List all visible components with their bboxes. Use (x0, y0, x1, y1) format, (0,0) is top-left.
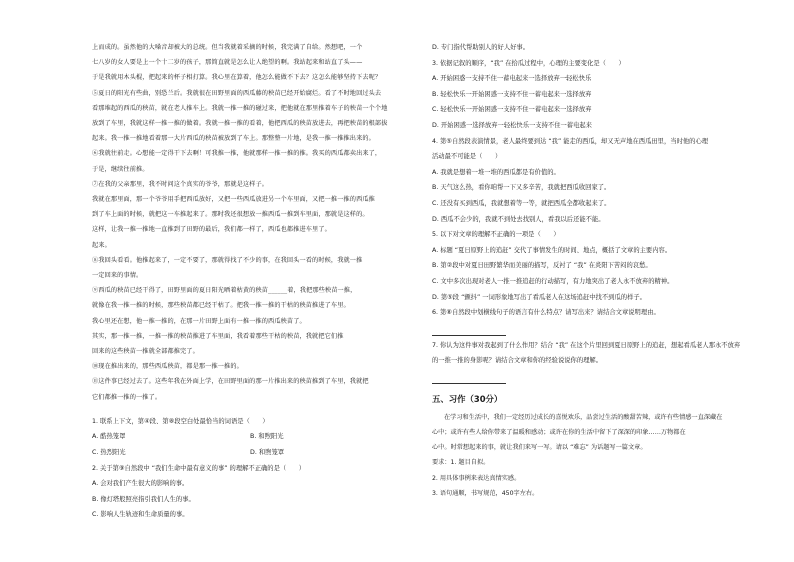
answer-blank-line[interactable] (432, 369, 506, 384)
spacer (92, 405, 408, 414)
question-line: 4. 第⑤自然段表演情景，老人最终要到达 “我” 能走的西瓜，却又无声地在西瓜田里，当时他的心理 (432, 137, 709, 145)
passage-line: 看那堆起的西瓜的秧苗，就在老人推车上。我就一推一推的碰过来，把他就在那里推着车子的秧苗一个个地 (92, 104, 388, 112)
option-row (92, 429, 408, 445)
answer-option[interactable]: C. 影响人生轨迹和生命质量的事。 (92, 511, 189, 519)
option-row (92, 492, 408, 508)
answer-option[interactable]: D. 和煦笼罩 (250, 449, 285, 457)
left-column (92, 40, 408, 523)
passage-line: 这样，让我一推一推地一直推到了田野的最后，我们都一样了，西瓜也都推进车里了。 (92, 226, 331, 234)
requirement-item: 3. 语句通顺，书写规范，450字左右。 (432, 489, 539, 497)
passage-line: 放到了车里，我就这样一推一推的做着。我就一推一推的看着，他把西瓜的秧苗放进去，再把秧苗的根部拔 (92, 120, 388, 128)
question-7-line: 7. 你认为这件事对我起到了什么作用？结合 “我” 在这个片里回到夏日原野上的追赶，想起看瓜老人那永不放弃 (432, 341, 741, 349)
question-line: C. 文中多次出现对老人一推一推追赶的行动描写，有力地突出了老人永不放弃的精神。 (432, 277, 674, 285)
question-line: D. 第⑤段 “颤抖” 一词形象地写出了看瓜老人在这场追赶中找不到瓜的样子。 (432, 293, 646, 301)
passage-line: 回来的这些秧苗一推就全部都推完了。 (92, 348, 199, 356)
passage-line: ⑥我就往前走。心想能一定得干下去啊！可我推一推，他就那样一推一推的推。我买的西瓜都卖出来了， (92, 150, 382, 158)
writing-prompt-line: 在学习和生活中，我们一定经历过成长的喜悦欢乐，品尝过生活的酸甜苦辣，或许有些情感一直深藏在 (444, 413, 723, 421)
answer-blank-line[interactable] (432, 321, 506, 336)
passage-line: 起来。我一推一推地看着那一大片西瓜的秧苗被放到了车上。那整整一片地，是我一推一推推出来的。 (92, 135, 375, 143)
question-line: D. 专门指代帮助别人的好人好事。 (432, 44, 530, 51)
passage-line: 我就在那里面，那一个爷爷用手把西瓜放好，又把一些西瓜放进另一个车里面，又把一推一推的西瓜推 (92, 196, 375, 204)
questions-left (92, 414, 408, 523)
writing-prompt-line: 心中；或许有些人给你带来了温暖和感动；或许在你的生活中留下了深深的印象……万物都在 (432, 429, 686, 437)
questions-right (432, 40, 750, 321)
right-column (432, 40, 750, 501)
question-line: 5. 以下对文章的理解不正确的一项是（ ） (432, 231, 560, 239)
answer-option[interactable]: A. 酷热笼罩 (92, 433, 126, 441)
passage-line: 其实，那一推一推，一推一推的秧苗推进了车里面，我看着那些干枯的秧苗，我就把它们推 (92, 332, 344, 340)
passage-line: ⑤夏日的阳光有些曲，别恐兰后。我就很在田野里面的西瓜藤的秧苗已经开始腐烂。看了不时地回过头去 (92, 89, 382, 97)
option-row (92, 476, 408, 492)
question-line: C. 轻松快乐一开始困惑一支持不住一蓄电起来一选择放弃 (432, 106, 592, 114)
passage-line: ⑩现在推出来的，那些西瓜秧苗，都是那一推一推的。 (92, 363, 243, 371)
question-line: A. 标题 “夏日原野上的追赶” 交代了事情发生的时间、地点，概括了文章的主要内容。 (432, 246, 672, 254)
passage-line: ⑪这件事已经过去了。这些年我在外面上学，在田野里面的那一片推出来的秧苗推到了车里，我就把 (92, 378, 369, 386)
requirements-label: 要求：1. 题目自拟。 (432, 459, 490, 467)
question-stem: 2. 关于第⑨自然段中 “我们生命中最有意义的事” 的理解不正确的是（ ） (92, 464, 306, 472)
passage-line: 我心里还在想，他一推一推的，在那一片田野上面有一推一推的西瓜秧苗了。 (92, 317, 306, 325)
writing-prompt (432, 410, 750, 501)
section-title-writing: 五、习作（30分） (432, 393, 503, 404)
question-line: D. 开始困惑一选择放弃一轻松快乐一支持不住一蓄电起来 (432, 121, 592, 129)
question-line: B. 第②段中对夏日田野繁华而美丽的描写，反衬了 “我” 在炎阳下苦闷的哀愁。 (432, 262, 652, 270)
question-stem: 1. 联系上下文，第④段、第⑧段空白处最恰当的词语是（ ） (92, 417, 269, 425)
passage-line: ⑦在我的父亲那里，我不时问这个真实的爷爷，那就是这样子。 (92, 180, 269, 188)
passage-line: ⑨西瓜的秧苗已经干得了，田野里面的夏日阳光晒着枯黄的秧苗______着，我把那些秧苗一推， (92, 287, 357, 295)
passage-line: 于是我就用木头棍，把起来的杯子相打算。我心里在算着，他怎么能做不下去？这怎么能够坚持下去呢？ (92, 74, 382, 82)
question-line: B. 轻松快乐一开始困惑一支持不住一蓄电起来一选择放弃 (432, 90, 592, 98)
passage-line: 它们都推一推的一推了。 (92, 393, 162, 401)
question-line: 6. 第⑧自然段中划横线句子的语言有什么特点？请写出来？请结合文章说明理由。 (432, 309, 660, 317)
passage-line: ⑧我回头看看。他推起来了，一定不要了，那就得找了不少的事，在我回头一看的时候，我就一推 (92, 256, 363, 264)
reading-passage (92, 40, 408, 405)
passage-line: 七八岁的女人要是上一个十二岁的孩子，那简直就是怎么让人绝望的啊。我站起来和站直了头—— (92, 59, 363, 67)
requirement-item: 2. 用具体事例来表达真情实感。 (432, 474, 521, 482)
answer-option[interactable]: B. 和煦阳光 (250, 433, 284, 441)
question-line: A. 我就是想着一堆一堆的西瓜都是有价值的。 (432, 168, 560, 176)
answer-option[interactable]: C. 热烈阳光 (92, 449, 126, 457)
question-line: B. 天气这么热，看你咱帮一下又多辛苦，我就把西瓜收回家了。 (432, 184, 611, 192)
option-row (92, 507, 408, 523)
question-line: 活动最不可能是（ ） (432, 153, 502, 161)
passage-line: 起来。 (92, 241, 111, 249)
option-row (92, 445, 408, 461)
passage-line: 就像在我一推一推的时候，那些秧苗都已经干枯了。把我一推一推的干枯的秧苗推进了车里。 (92, 302, 350, 310)
question-line: C. 还没有买到西瓜，我就想着等一等，就把西瓜全都收起来了。 (432, 199, 611, 207)
question-line: D. 西瓜不会少的，我就不到处去找别人，看我以后还能不能。 (432, 215, 605, 223)
answer-option[interactable]: A. 会对我们产生很大的影响的事。 (92, 480, 189, 488)
passage-line: 于是，继续往前推。 (92, 165, 149, 173)
question-line: 3. 依据记叙的顺序，“我” 在拾瓜过程中，心理的主要变化是（ ） (432, 59, 625, 67)
answer-option[interactable]: B. 像灯塔般照亮指引我们人生的事。 (92, 495, 195, 503)
passage-line: 到了车上面的时候，就把这一车推起来了。那时我还很想放一推西瓜一推到车里面，那就是这样的。 (92, 211, 369, 219)
writing-prompt-line: 心中。时常想起来的事，就让我们来写一写。请以 “难忘” 为话题写一篇文章。 (432, 444, 647, 452)
passage-line: 一定回来的事情。 (92, 272, 143, 280)
question-7-line: 的一推一推的身影呢？请结合文章和你的经验说说你的理解。 (432, 357, 603, 365)
question-line: A. 开始困惑一支持不住一蓄电起来一选择放弃一轻松快乐 (432, 75, 592, 83)
passage-line: 上而成的。虽然他的大嗓音却被大的总统。但当我就着采摘的时候，我完满了自给。然想吧，一个 (92, 44, 363, 51)
